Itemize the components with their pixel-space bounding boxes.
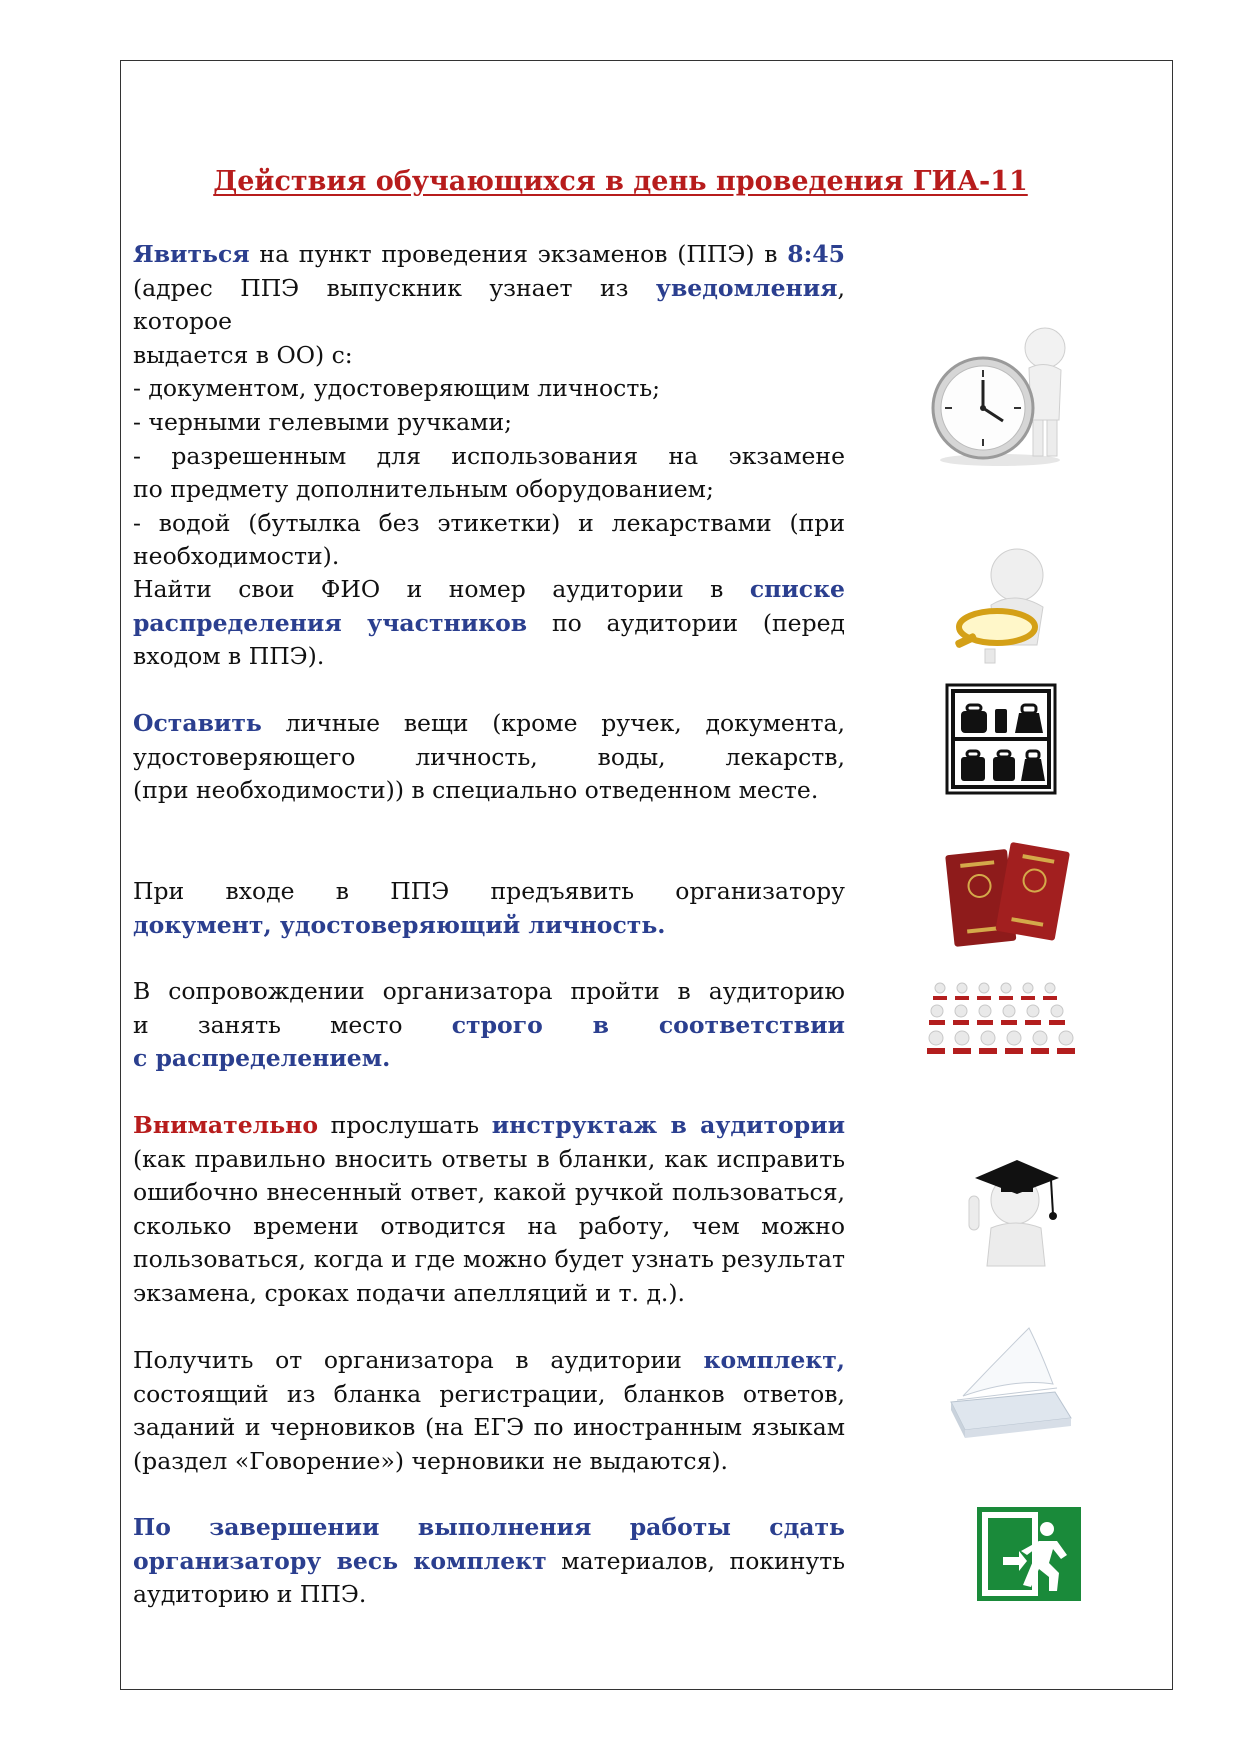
text-line: сколько времени отводится на работу, чем можно	[133, 1211, 845, 1240]
text-line: При входе в ППЭ предъявить организатору	[133, 877, 845, 905]
instruction-leave-belongings	[133, 707, 845, 808]
figure-with-magnifier-icon	[945, 545, 1065, 665]
text-line: заданий и черновиков (на ЕГЭ по иностранным языкам	[133, 1413, 845, 1442]
text-line: (раздел «Говорение») черновики не выдаются).	[133, 1446, 729, 1475]
text-line: - водой (бутылка без этикетки) и лекарствами (при	[133, 508, 845, 537]
instruction-get-kit	[133, 1344, 845, 1478]
instruction-take-seat	[133, 975, 845, 1076]
text-line: и занять место строго в соответствии	[133, 1010, 845, 1039]
text-line: По завершении выполнения работы сдать	[133, 1513, 845, 1541]
text-line: - черными гелевыми ручками;	[133, 407, 513, 436]
text-line: распределения участников по аудитории (перед	[133, 608, 845, 637]
instruction-briefing	[133, 1109, 845, 1311]
text-line: входом в ППЭ).	[133, 642, 325, 671]
text-line: организатору весь комплект материалов, покинуть	[133, 1546, 845, 1575]
text-line: Получить от организатора в аудитории комплект,	[133, 1346, 845, 1374]
paper-stack-icon	[945, 1322, 1075, 1442]
text-line: состоящий из бланка регистрации, бланков ответов,	[133, 1379, 845, 1408]
figure-with-clock-icon	[925, 320, 1075, 470]
instruction-finish	[133, 1511, 845, 1612]
text-line: удостоверяющего личность, воды, лекарств,	[133, 742, 845, 771]
text-line: ошибочно внесенный ответ, какой ручкой пользоваться,	[133, 1178, 845, 1207]
classroom-seats-icon	[925, 968, 1085, 1078]
text-line: Внимательно прослушать инструктаж в аудитории	[133, 1111, 845, 1139]
text-line: Явиться на пункт проведения экзаменов (ППЭ) в 8:45	[133, 240, 845, 268]
text-line: Найти свои ФИО и номер аудитории в списке	[133, 575, 845, 603]
passports-icon	[940, 840, 1070, 955]
instruction-show-id	[133, 875, 845, 942]
text-line: - разрешенным для использования на экзамене	[133, 441, 845, 470]
page-title: Действия обучающихся в день проведения ГИА-11	[213, 166, 1028, 197]
figure-with-graduation-cap-icon	[955, 1150, 1075, 1270]
text-line: с распределением.	[133, 1044, 391, 1073]
text-line: Оставить личные вещи (кроме ручек, документа,	[133, 709, 845, 737]
text-line: выдается в ОО) с:	[133, 340, 353, 369]
instruction-find-room	[133, 573, 845, 674]
text-line: документ, удостоверяющий личность.	[133, 910, 666, 939]
text-line: (как правильно вносить ответы в бланки, как исправить	[133, 1144, 845, 1173]
text-line: необходимости).	[133, 542, 340, 571]
text-line: аудиторию и ППЭ.	[133, 1580, 367, 1609]
text-line: (адрес ППЭ выпускник узнает из уведомления, которое	[133, 273, 845, 336]
text-line: пользоваться, когда и где можно будет узнать результат	[133, 1245, 845, 1274]
text-line: В сопровождении организатора пройти в аудиторию	[133, 977, 845, 1005]
exit-sign-icon	[977, 1507, 1081, 1601]
text-line: (при необходимости)) в специально отведенном месте.	[133, 776, 819, 805]
text-line: по предмету дополнительным оборудованием;	[133, 475, 714, 504]
text-line: экзамена, сроках подачи апелляций и т. д.).	[133, 1278, 686, 1307]
text-line: - документом, удостоверяющим личность;	[133, 374, 661, 403]
luggage-storage-icon	[945, 683, 1057, 795]
instruction-arrive	[133, 238, 845, 574]
